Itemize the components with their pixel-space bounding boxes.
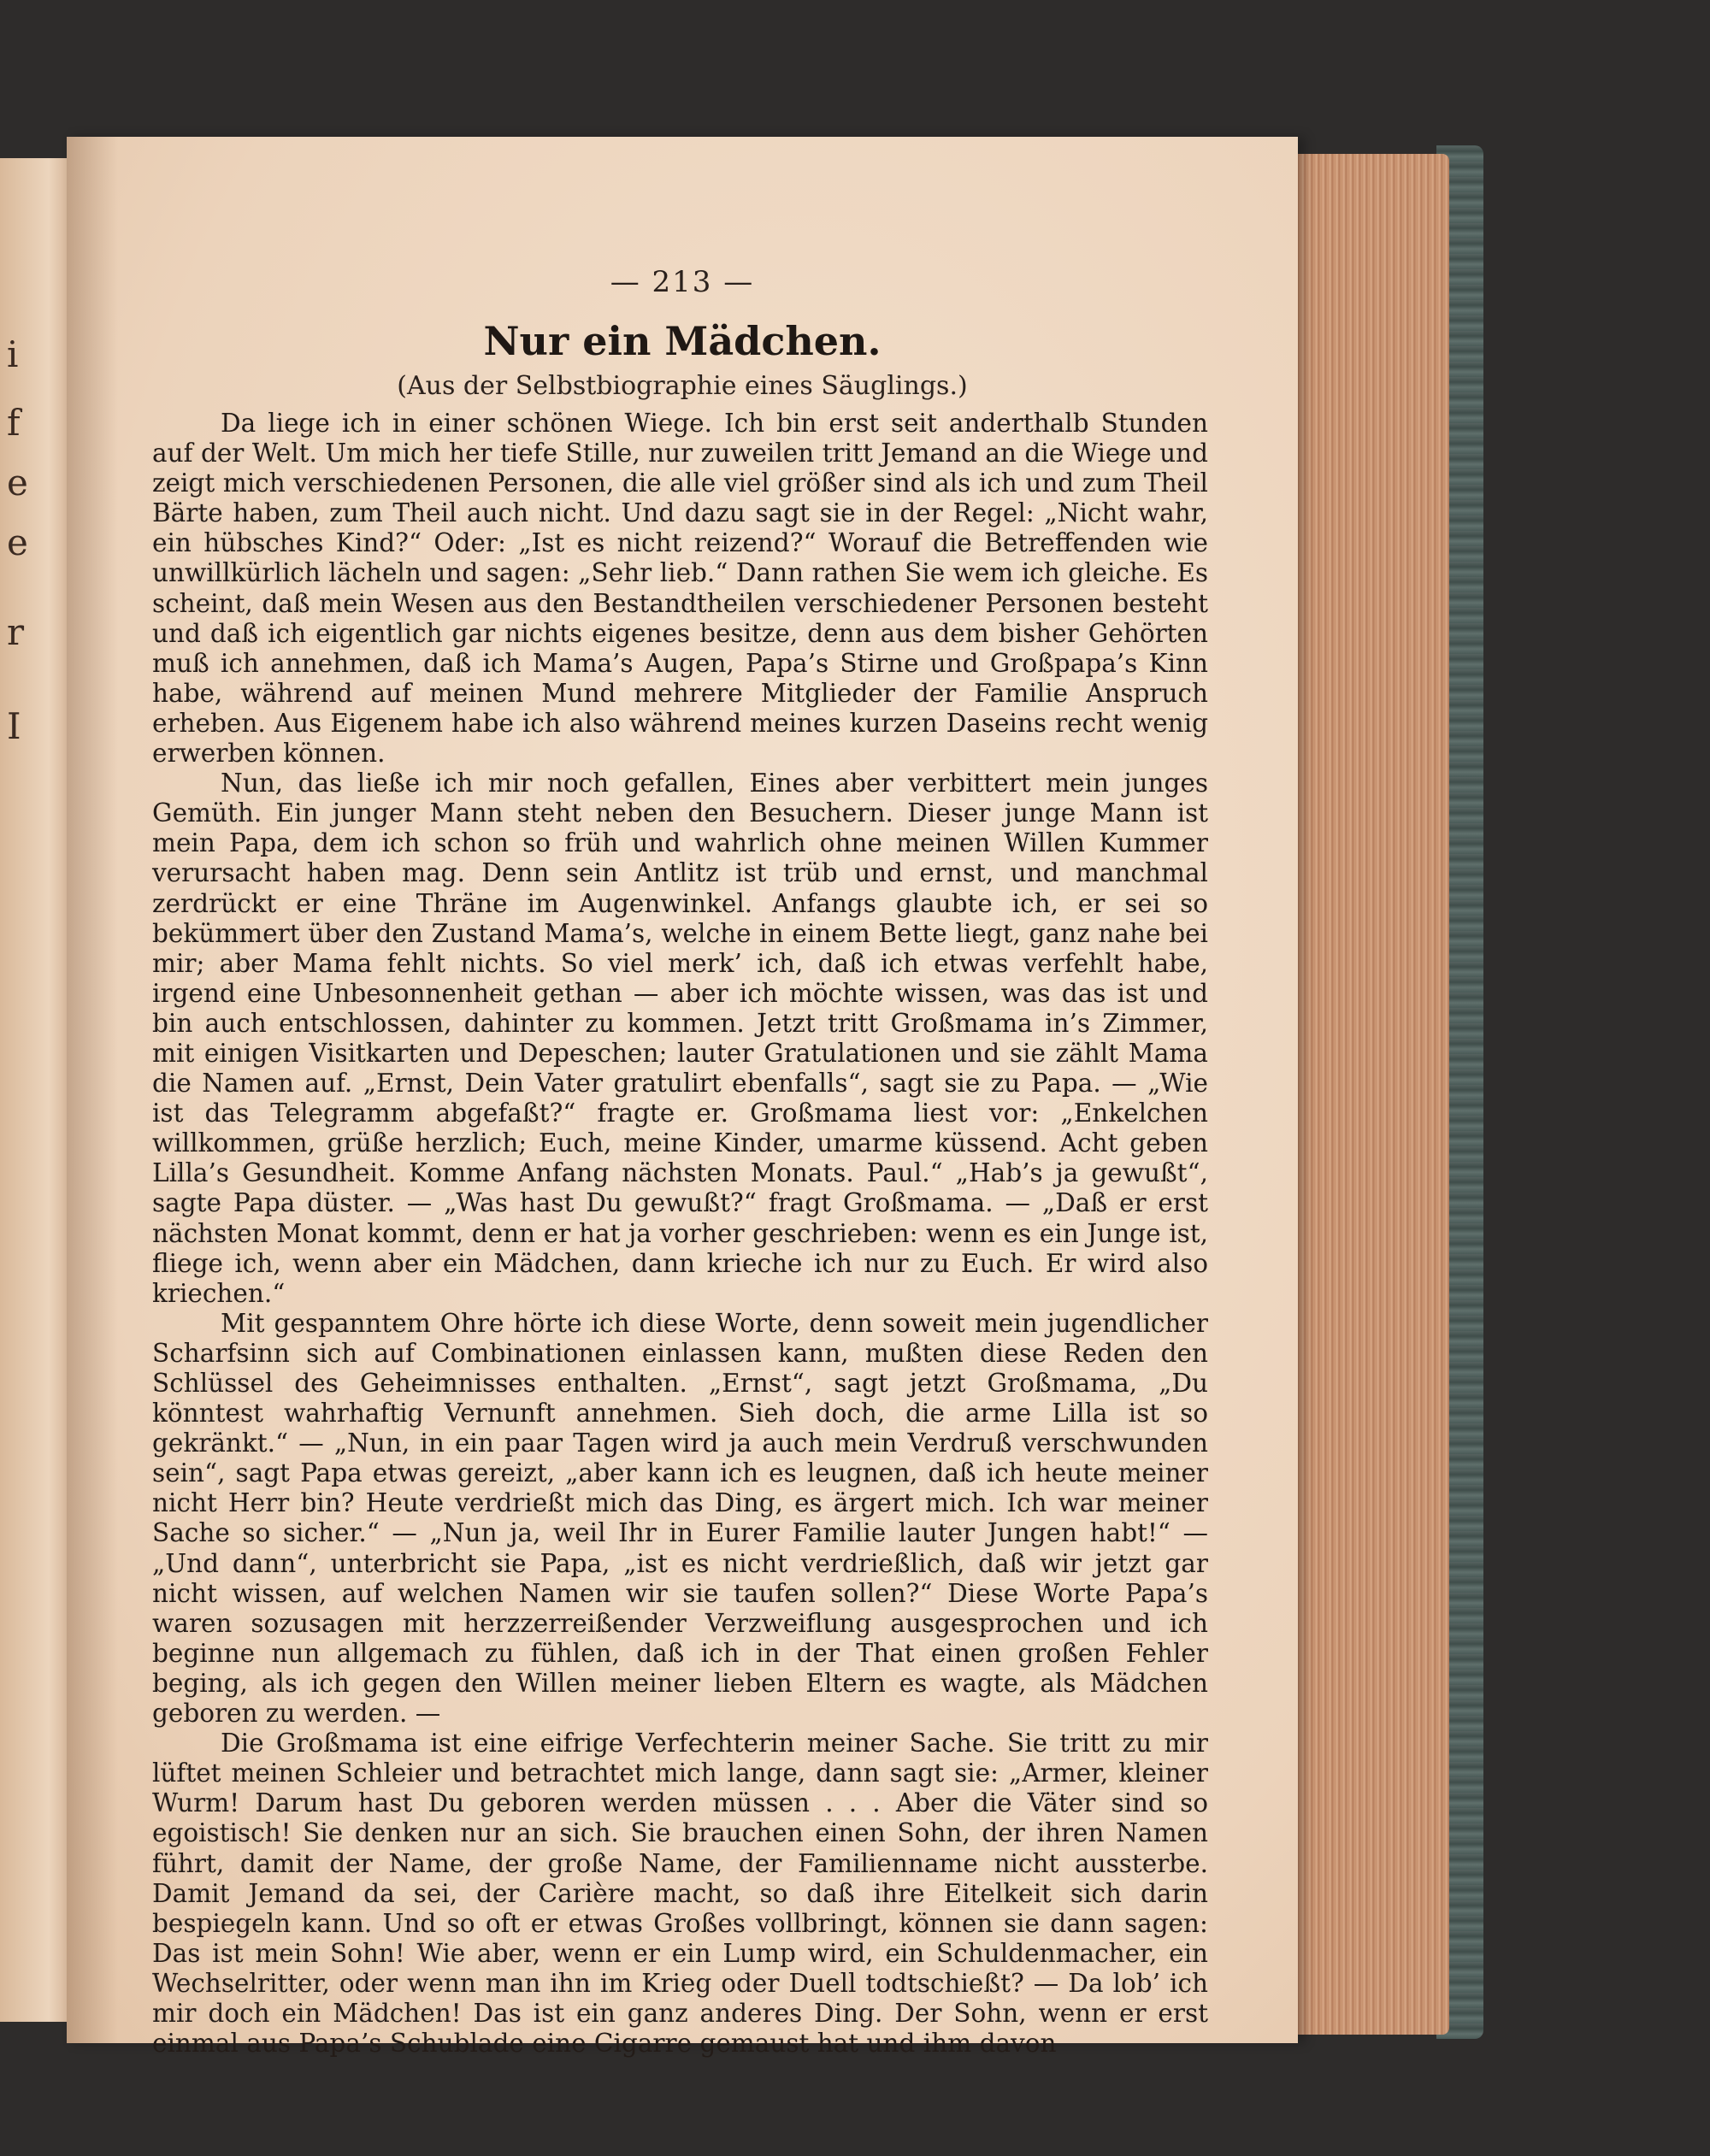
right-page (67, 137, 1298, 2059)
left-page-fragment: I (7, 705, 21, 747)
left-page-fragment: r (7, 611, 25, 653)
left-page-fragment: f (7, 402, 21, 444)
chapter-title: Nur ein Mädchen. (483, 318, 882, 364)
left-page-fragment: e (7, 462, 28, 504)
page-gutter-shadow (67, 137, 118, 2043)
body-text (152, 409, 1208, 2059)
paragraph: Da liege ich in einer schönen Wiege. Ich bin erst seit anderthalb Stunden auf der Welt. Um mich her tiefe Stille, nur zuweilen tritt Jemand an die Wiege und zeigt mich verschiedenen Personen, die alle viel größer sind als ich und zum Theil Bärte haben, zum Theil auch nicht. Und dazu sagt sie in der Regel: „Nicht wahr, ein hübsches Kind?“ Oder: „Ist es nicht reizend?“ Worauf die Betreffenden wie unwillkürlich lächeln und sagen: „Sehr lieb.“ Dann rathen Sie wem ich gleiche. Es scheint, daß mein Wesen aus den Bestandtheilen verschiedener Personen besteht und daß ich eigentlich gar nichts eigenes besitze, denn aus dem bisher Gehörten muß ich annehmen, daß ich Mama’s Augen, Papa’s Stirne und Großpapa’s Kinn habe, während auf meinen Mund mehrere Mitglieder der Familie Anspruch erheben. Aus Eigenem habe ich also während meines kurzen Daseins recht wenig erwerben können. (152, 409, 1208, 769)
paragraph: Die Großmama ist eine eifrige Verfechterin meiner Sache. Sie tritt zu mir lüftet meinen Schleier und betrachtet mich lange, dann sagt sie: „Armer, kleiner Wurm! Darum hast Du geboren werden müssen . . . Aber die Väter sind so egoistisch! Sie denken nur an sich. Sie brauchen einen Sohn, der ihren Namen führt, damit der Name, der große Name, der Familienname nicht aussterbe. Damit Jemand da sei, der Carière macht, so daß ihre Eitelkeit sich darin bespiegeln kann. Und so oft er etwas Großes vollbringt, können sie dann sagen: Das ist mein Sohn! Wie aber, wenn er ein Lump wird, ein Schuldenmacher, ein Wechselritter, oder wenn man ihn im Krieg oder Duell todtschießt? — Da lob’ ich mir doch ein Mädchen! Das ist ein ganz anderes Ding. Der Sohn, wenn er erst einmal aus Papa’s Schublade eine Cigarre gemaust hat und ihm davon (152, 1729, 1208, 2059)
paragraph: Mit gespanntem Ohre hörte ich diese Worte, denn soweit mein jugendlicher Scharfsinn sich auf Combinationen einlassen kann, mußten diese Reden den Schlüssel des Geheimnisses enthalten. „Ernst“, sagt jetzt Großmama, „Du könntest wahrhaftig Vernunft annehmen. Sieh doch, die arme Lilla ist so gekränkt.“ — „Nun, in ein paar Tagen wird ja auch mein Verdruß verschwunden sein“, sagt Papa etwas gereizt, „aber kann ich es leugnen, daß ich heute meiner nicht Herr bin? Heute verdrießt mich das Ding, es ärgert mich. Ich war meiner Sache so sicher.“ — „Nun ja, weil Ihr in Eurer Familie lauter Jungen habt!“ — „Und dann“, unterbricht sie Papa, „ist es nicht verdrießlich, daß wir jetzt gar nicht wissen, auf welchen Namen wir sie taufen sollen?“ Diese Worte Papa’s waren sozusagen mit herzzerreißender Verzweiflung ausgesprochen und ich beginne nun allgemach zu fühlen, daß ich in der That einen großen Fehler beging, als ich gegen den Willen meiner lieben Eltern es wagte, als Mädchen geboren zu werden. — (152, 1308, 1208, 1729)
paragraph: Nun, das ließe ich mir noch gefallen, Eines aber verbittert mein junges Gemüth. Ein junger Mann steht neben den Besuchern. Dieser junge Mann ist mein Papa, dem ich schon so früh und wahrlich ohne meinen Willen Kummer verursacht haben mag. Denn sein Antlitz ist trüb und ernst, und manchmal zerdrückt er eine Thräne im Augenwinkel. Anfangs glaubte ich, er sei so bekümmert über den Zustand Mama’s, welche in einem Bette liegt, ganz nahe bei mir; aber Mama fehlt nichts. So viel merk’ ich, daß ich etwas verfehlt habe, irgend eine Unbesonnenheit gethan — aber ich möchte wissen, was das ist und bin auch entschlossen, dahinter zu kommen. Jetzt tritt Großmama in’s Zimmer, mit einigen Visitkarten und Depeschen; lauter Gratulationen und sie zählt Mama die Namen auf. „Ernst, Dein Vater gratulirt ebenfalls“, sagt sie zu Papa. — „Wie ist das Telegramm abgefaßt?“ fragte er. Großmama liest vor: „Enkelchen willkommen, grüße herzlich; Euch, meine Kinder, umarme küssend. Acht geben Lilla’s Gesundheit. Komme Anfang nächsten Monats. Paul.“ „Hab’s ja gewußt“, sagte Papa düster. — „Was hast Du gewußt?“ fragt Großmama. — „Daß er erst nächsten Monat kommt, denn er hat ja vorher geschrieben: wenn es ein Junge ist, fliege ich, wenn aber ein Mädchen, dann krieche ich nur zu Euch. Er wird also kriechen.“ (152, 769, 1208, 1308)
left-page-fragment: e (7, 521, 28, 563)
left-page-fragment: i (7, 333, 19, 375)
book-page-edges (1287, 154, 1449, 2035)
chapter-subtitle: (Aus der Selbstbiographie eines Säuglings.) (397, 371, 968, 401)
page-number: — 213 — (610, 265, 755, 299)
